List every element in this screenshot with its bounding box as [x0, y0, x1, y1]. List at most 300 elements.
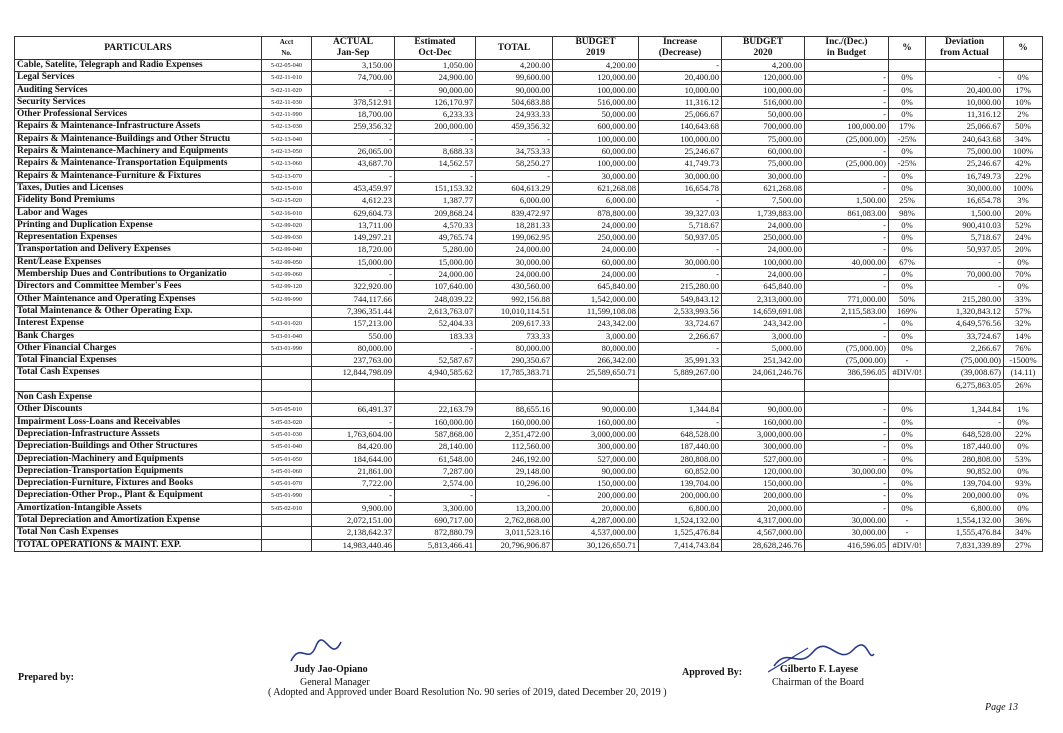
cell-particulars: Interest Expense	[15, 318, 262, 330]
table-row	[15, 146, 1043, 158]
cell-pct: 67%	[889, 256, 926, 268]
cell-inc-dec: 40,000.00	[805, 256, 889, 268]
cell-pct: 0%	[889, 428, 926, 440]
cell-budget-2020: 24,000.00	[722, 269, 805, 281]
cell-increase: 215,280.00	[639, 281, 722, 293]
cell-budget-2020: 120,000.00	[722, 465, 805, 477]
approver-name: Gilberto F. Layese	[780, 664, 859, 675]
cell-actual: 26,065.00	[312, 146, 395, 158]
cell-increase: 5,889,267.00	[639, 367, 722, 379]
cell-deviation: 280,808.00	[926, 453, 1004, 465]
cell-budget-2020: 30,000.00	[722, 170, 805, 182]
cell-actual: 2,138,642.37	[312, 527, 395, 539]
cell-increase: 50,937.05	[639, 232, 722, 244]
table-row	[15, 478, 1043, 490]
cell-inc-dec	[805, 379, 889, 391]
cell-total: 459,356.32	[476, 121, 553, 133]
table-row	[15, 318, 1043, 330]
cell-deviation	[926, 392, 1004, 404]
cell-deviation: 900,410.03	[926, 219, 1004, 231]
cell-budget-2020: 243,342.00	[722, 318, 805, 330]
cell-inc-dec: 2,115,583.00	[805, 305, 889, 317]
cell-particulars: Repairs & Maintenance-Buildings and Other Structu	[15, 133, 262, 145]
cell-pct2: 100%	[1004, 182, 1043, 194]
cell-particulars: Total Cash Expenses	[15, 367, 262, 379]
table-row	[15, 293, 1043, 305]
cell-budget-2019: 266,342.00	[553, 355, 639, 367]
cell-acct: 5-02-05-040	[262, 60, 312, 72]
cell-total: 992,156.88	[476, 293, 553, 305]
cell-inc-dec: (25,000.00)	[805, 133, 889, 145]
cell-actual: 237,763.00	[312, 355, 395, 367]
table-row	[15, 158, 1043, 170]
cell-budget-2020: 75,000.00	[722, 158, 805, 170]
cell-pct: 0%	[889, 416, 926, 428]
cell-inc-dec: -	[805, 182, 889, 194]
cell-estimated: 248,039.22	[395, 293, 476, 305]
cell-estimated: 126,170.97	[395, 96, 476, 108]
cell-budget-2020: 3,000,000.00	[722, 428, 805, 440]
cell-deviation: 1,500.00	[926, 207, 1004, 219]
cell-budget-2020	[722, 379, 805, 391]
cell-inc-dec: -	[805, 502, 889, 514]
cell-particulars: Amortization-Intangible Assets	[15, 502, 262, 514]
cell-acct: 5-02-16-010	[262, 207, 312, 219]
header-total: TOTAL	[476, 37, 553, 60]
cell-particulars: Legal Services	[15, 72, 262, 84]
cell-actual: 149,297.21	[312, 232, 395, 244]
cell-particulars: Auditing Services	[15, 84, 262, 96]
cell-total: 4,200.00	[476, 60, 553, 72]
cell-deviation: 1,555,476.84	[926, 527, 1004, 539]
cell-increase: 39,327.03	[639, 207, 722, 219]
cell-particulars: Non Cash Expense	[15, 392, 262, 404]
cell-deviation: 5,718.67	[926, 232, 1004, 244]
cell-increase: -	[639, 244, 722, 256]
cell-actual: 453,459.97	[312, 182, 395, 194]
table-row	[15, 133, 1043, 145]
cell-deviation: 33,724.67	[926, 330, 1004, 342]
cell-particulars: Security Services	[15, 96, 262, 108]
cell-budget-2020: 100,000.00	[722, 84, 805, 96]
cell-increase: 41,749.73	[639, 158, 722, 170]
cell-deviation: 50,937.05	[926, 244, 1004, 256]
cell-increase: -	[639, 269, 722, 281]
cell-budget-2020: 14,659,691.08	[722, 305, 805, 317]
cell-increase: 280,808.00	[639, 453, 722, 465]
cell-increase: 2,266.67	[639, 330, 722, 342]
cell-total: 10,296.00	[476, 478, 553, 490]
cell-increase: 100,000.00	[639, 133, 722, 145]
cell-inc-dec: 416,596.05	[805, 539, 889, 551]
cell-pct: 0%	[889, 478, 926, 490]
cell-budget-2020: 4,200.00	[722, 60, 805, 72]
cell-budget-2020: 300,000.00	[722, 441, 805, 453]
cell-pct2: 50%	[1004, 121, 1043, 133]
cell-budget-2019: 516,000.00	[553, 96, 639, 108]
cell-increase: 5,718.67	[639, 219, 722, 231]
cell-total: 430,560.00	[476, 281, 553, 293]
cell-deviation: 75,000.00	[926, 146, 1004, 158]
cell-budget-2019: 243,342.00	[553, 318, 639, 330]
table-row	[15, 416, 1043, 428]
cell-estimated: 4,570.33	[395, 219, 476, 231]
cell-budget-2019: 6,000.00	[553, 195, 639, 207]
cell-inc-dec: 30,000.00	[805, 465, 889, 477]
cell-particulars: Impairment Loss-Loans and Receivables	[15, 416, 262, 428]
non-cash-expense-rows	[15, 392, 1043, 552]
cell-budget-2019: 50,000.00	[553, 109, 639, 121]
cell-estimated: 7,287.00	[395, 465, 476, 477]
cell-pct: 169%	[889, 305, 926, 317]
cell-actual: 184,644.00	[312, 453, 395, 465]
table-row	[15, 269, 1043, 281]
cell-inc-dec: -	[805, 441, 889, 453]
cell-total: 2,351,472.00	[476, 428, 553, 440]
cell-particulars: Depreciation-Infrastructure Asssets	[15, 428, 262, 440]
table-row	[15, 514, 1043, 526]
cell-increase: 35,991.33	[639, 355, 722, 367]
cell-deviation: (39,008.67)	[926, 367, 1004, 379]
cell-estimated: 24,000.00	[395, 269, 476, 281]
cell-budget-2019: 24,000.00	[553, 269, 639, 281]
header-budget-2020: BUDGET 2020	[722, 37, 805, 60]
cell-estimated: 690,717.00	[395, 514, 476, 526]
cell-pct: 0%	[889, 490, 926, 502]
cell-budget-2020: 621,268.08	[722, 182, 805, 194]
cell-estimated: 2,574.00	[395, 478, 476, 490]
cell-pct2: 0%	[1004, 256, 1043, 268]
cell-budget-2020: 100,000.00	[722, 256, 805, 268]
cell-pct2: 34%	[1004, 133, 1043, 145]
cell-actual: 7,722.00	[312, 478, 395, 490]
cell-acct: 5-02-15-010	[262, 182, 312, 194]
cell-pct2: (14.11)	[1004, 367, 1043, 379]
cell-inc-dec: 386,596.05	[805, 367, 889, 379]
header-row	[15, 37, 1043, 60]
cell-budget-2020: 50,000.00	[722, 109, 805, 121]
cell-inc-dec: -	[805, 219, 889, 231]
cell-acct: 5-05-01-070	[262, 478, 312, 490]
header-pct2: %	[1004, 37, 1043, 60]
cell-particulars: Repairs & Maintenance-Transportation Equipments	[15, 158, 262, 170]
cell-increase	[639, 392, 722, 404]
page-number: Page 13	[985, 702, 1019, 713]
cell-actual: 43,687.70	[312, 158, 395, 170]
cell-acct: 5-02-99-020	[262, 219, 312, 231]
cell-acct: 5-05-01-990	[262, 490, 312, 502]
cell-total: 3,011,523.16	[476, 527, 553, 539]
cell-acct: 5-02-13-070	[262, 170, 312, 182]
cell-inc-dec: -	[805, 72, 889, 84]
cell-increase: 200,000.00	[639, 490, 722, 502]
table-row	[15, 392, 1043, 404]
cell-actual: 157,213.00	[312, 318, 395, 330]
cell-budget-2020: 24,000.00	[722, 219, 805, 231]
cell-budget-2019: 90,000.00	[553, 465, 639, 477]
cell-inc-dec: -	[805, 318, 889, 330]
cell-pct2: 33%	[1004, 293, 1043, 305]
cell-pct2: 100%	[1004, 146, 1043, 158]
cell-deviation: 4,649,576.56	[926, 318, 1004, 330]
cell-actual: -	[312, 133, 395, 145]
cell-acct: 5-05-05-010	[262, 404, 312, 416]
preparer-title: General Manager	[300, 677, 370, 688]
cell-increase	[639, 379, 722, 391]
cell-estimated: 52,587.67	[395, 355, 476, 367]
cell-particulars: Membership Dues and Contributions to Organizatio	[15, 269, 262, 281]
cell-inc-dec: -	[805, 330, 889, 342]
cell-inc-dec: (25,000.00)	[805, 158, 889, 170]
cell-budget-2020: 150,000.00	[722, 478, 805, 490]
cell-budget-2019: 30,126,650.71	[553, 539, 639, 551]
table-row	[15, 109, 1043, 121]
cell-deviation: 648,528.00	[926, 428, 1004, 440]
cell-inc-dec: -	[805, 244, 889, 256]
cell-estimated: 52,404.33	[395, 318, 476, 330]
cell-actual: 18,720.00	[312, 244, 395, 256]
cell-particulars: Total Depreciation and Amortization Expense	[15, 514, 262, 526]
cell-pct: 0%	[889, 342, 926, 354]
cell-acct	[262, 514, 312, 526]
cell-estimated: 107,640.00	[395, 281, 476, 293]
cell-actual: 15,000.00	[312, 256, 395, 268]
cell-inc-dec: -	[805, 428, 889, 440]
cell-increase: 25,066.67	[639, 109, 722, 121]
table-row	[15, 453, 1043, 465]
cell-pct2: 3%	[1004, 195, 1043, 207]
cell-deviation: 6,275,863.05	[926, 379, 1004, 391]
cell-inc-dec: -	[805, 84, 889, 96]
cell-acct: 5-02-13-050	[262, 146, 312, 158]
cell-estimated: 200,000.00	[395, 121, 476, 133]
cell-estimated: 24,900.00	[395, 72, 476, 84]
cell-budget-2020: 24,000.00	[722, 244, 805, 256]
cell-estimated: 151,153.32	[395, 182, 476, 194]
cell-total: 99,600.00	[476, 72, 553, 84]
cell-budget-2020: 1,739,883.00	[722, 207, 805, 219]
cell-total: 604,613.29	[476, 182, 553, 194]
cell-budget-2019: 4,287,000.00	[553, 514, 639, 526]
cell-estimated: 1,387.77	[395, 195, 476, 207]
cell-deviation: 1,344.84	[926, 404, 1004, 416]
cell-increase: 648,528.00	[639, 428, 722, 440]
cell-deviation: 30,000.00	[926, 182, 1004, 194]
table-row	[15, 195, 1043, 207]
cell-pct2: 70%	[1004, 269, 1043, 281]
cell-increase: 139,704.00	[639, 478, 722, 490]
cell-pct2: 53%	[1004, 453, 1043, 465]
cell-deviation: 240,643.68	[926, 133, 1004, 145]
cell-acct: 5-02-13-030	[262, 121, 312, 133]
cell-budget-2019: 20,000.00	[553, 502, 639, 514]
cell-acct: 5-03-01-020	[262, 318, 312, 330]
cell-total: 6,000.00	[476, 195, 553, 207]
cell-deviation: -	[926, 281, 1004, 293]
cell-increase: 30,000.00	[639, 256, 722, 268]
cell-budget-2020: 120,000.00	[722, 72, 805, 84]
cell-actual: 12,844,798.09	[312, 367, 395, 379]
cell-pct2: 22%	[1004, 428, 1043, 440]
cell-total: 112,560.00	[476, 441, 553, 453]
cell-particulars: Other Maintenance and Operating Expenses	[15, 293, 262, 305]
cell-budget-2019: 150,000.00	[553, 478, 639, 490]
cell-total: 24,000.00	[476, 269, 553, 281]
cell-actual: 80,000.00	[312, 342, 395, 354]
header-estimated: Estimated Oct-Dec	[395, 37, 476, 60]
cell-increase: 7,414,743.84	[639, 539, 722, 551]
cell-actual: 7,396,351.44	[312, 305, 395, 317]
cell-acct	[262, 527, 312, 539]
cell-budget-2019: 60,000.00	[553, 256, 639, 268]
preparer-name: Judy Jao-Opiano	[294, 664, 368, 675]
cell-particulars: Depreciation-Machinery and Equipments	[15, 453, 262, 465]
table-row-extra	[15, 379, 1043, 391]
cell-estimated: 61,548.00	[395, 453, 476, 465]
cell-particulars: Depreciation-Transportation Equipments	[15, 465, 262, 477]
cell-acct: 5-02-99-990	[262, 293, 312, 305]
cell-budget-2020: 20,000.00	[722, 502, 805, 514]
cell-particulars: Other Professional Services	[15, 109, 262, 121]
table-row	[15, 281, 1043, 293]
cell-actual: 13,711.00	[312, 219, 395, 231]
cell-acct: 5-02-13-040	[262, 133, 312, 145]
cell-increase: 2,533,993.56	[639, 305, 722, 317]
cell-total: 34,753.33	[476, 146, 553, 158]
cell-pct: 0%	[889, 404, 926, 416]
cell-pct2: 36%	[1004, 514, 1043, 526]
table-row	[15, 490, 1043, 502]
cell-acct: 5-03-01-990	[262, 342, 312, 354]
cell-actual: 4,612.23	[312, 195, 395, 207]
table-row	[15, 72, 1043, 84]
cell-acct: 5-03-01-040	[262, 330, 312, 342]
prepared-by-label: Prepared by:	[18, 672, 75, 683]
cell-deviation: 215,280.00	[926, 293, 1004, 305]
table-row	[15, 330, 1043, 342]
cell-inc-dec: -	[805, 478, 889, 490]
cell-acct: 5-02-99-030	[262, 232, 312, 244]
cell-total: 2,762,868.00	[476, 514, 553, 526]
cell-actual: 84,420.00	[312, 441, 395, 453]
table-row	[15, 539, 1043, 551]
cell-budget-2019: 621,268.08	[553, 182, 639, 194]
cell-budget-2020: 251,342.00	[722, 355, 805, 367]
cell-budget-2019: 3,000,000.00	[553, 428, 639, 440]
cell-estimated: -	[395, 490, 476, 502]
cell-inc-dec: -	[805, 146, 889, 158]
cell-actual: 9,900.00	[312, 502, 395, 514]
cell-particulars: Depreciation-Furniture, Fixtures and Books	[15, 478, 262, 490]
cell-acct: 5-05-01-050	[262, 453, 312, 465]
cell-estimated	[395, 392, 476, 404]
cell-acct: 5-02-99-060	[262, 269, 312, 281]
cell-inc-dec: 771,000.00	[805, 293, 889, 305]
cell-budget-2019: 527,000.00	[553, 453, 639, 465]
cell-total: 246,192.00	[476, 453, 553, 465]
cell-pct2: 14%	[1004, 330, 1043, 342]
cell-pct: 0%	[889, 146, 926, 158]
cell-pct2: -1500%	[1004, 355, 1043, 367]
header-pct: %	[889, 37, 926, 60]
cell-estimated: 5,813,466.41	[395, 539, 476, 551]
table-row	[15, 182, 1043, 194]
cell-pct2: 1%	[1004, 404, 1043, 416]
cell-acct: 5-02-11-020	[262, 84, 312, 96]
cell-acct	[262, 379, 312, 391]
cell-deviation: 25,066.67	[926, 121, 1004, 133]
cell-budget-2019: 300,000.00	[553, 441, 639, 453]
cell-budget-2020: 90,000.00	[722, 404, 805, 416]
cell-budget-2019: 200,000.00	[553, 490, 639, 502]
cell-particulars: Fidelity Bond Premiums	[15, 195, 262, 207]
cell-increase: 10,000.00	[639, 84, 722, 96]
table-row	[15, 219, 1043, 231]
cell-actual: 18,700.00	[312, 109, 395, 121]
cell-particulars: Repairs & Maintenance-Infrastructure Assets	[15, 121, 262, 133]
cell-increase: 6,800.00	[639, 502, 722, 514]
cell-budget-2020	[722, 392, 805, 404]
cell-total: 209,617.33	[476, 318, 553, 330]
cell-particulars: Representation Expenses	[15, 232, 262, 244]
cell-actual	[312, 379, 395, 391]
cell-particulars: Cable, Satelite, Telegraph and Radio Expenses	[15, 60, 262, 72]
cell-actual: 14,983,440.46	[312, 539, 395, 551]
cell-budget-2019: 60,000.00	[553, 146, 639, 158]
cell-increase: 11,316.12	[639, 96, 722, 108]
cell-total: -	[476, 133, 553, 145]
approved-by-label: Approved By:	[682, 667, 743, 678]
cell-particulars: Transportation and Delivery Expenses	[15, 244, 262, 256]
cell-pct: 0%	[889, 84, 926, 96]
cell-actual: 744,117.66	[312, 293, 395, 305]
cell-pct2: 0%	[1004, 465, 1043, 477]
cell-pct2: 26%	[1004, 379, 1043, 391]
cell-budget-2019: 80,000.00	[553, 342, 639, 354]
cell-estimated: 49,765.74	[395, 232, 476, 244]
cell-actual	[312, 392, 395, 404]
cell-increase: -	[639, 60, 722, 72]
cell-budget-2019: 11,599,108.08	[553, 305, 639, 317]
cell-budget-2020: 160,000.00	[722, 416, 805, 428]
cell-estimated: 1,050.00	[395, 60, 476, 72]
header-increase: Increase (Decrease)	[639, 37, 722, 60]
cell-actual: -	[312, 269, 395, 281]
table-row	[15, 256, 1043, 268]
cell-increase: -	[639, 416, 722, 428]
cell-increase: 1,525,476.84	[639, 527, 722, 539]
cell-inc-dec: -	[805, 232, 889, 244]
cell-deviation: 200,000.00	[926, 490, 1004, 502]
cell-inc-dec: (75,000.00)	[805, 342, 889, 354]
cell-particulars: Printing and Duplication Expense	[15, 219, 262, 231]
cell-increase: 1,344.84	[639, 404, 722, 416]
cell-pct: 0%	[889, 232, 926, 244]
table-row	[15, 60, 1043, 72]
cell-budget-2019: 24,000.00	[553, 244, 639, 256]
cell-budget-2019: 1,542,000.00	[553, 293, 639, 305]
cell-pct2	[1004, 60, 1043, 72]
cell-pct2: 93%	[1004, 478, 1043, 490]
cell-increase: -	[639, 195, 722, 207]
cell-increase: 549,843.12	[639, 293, 722, 305]
cell-pct2: 20%	[1004, 207, 1043, 219]
cell-increase: 140,643.68	[639, 121, 722, 133]
cell-actual: 74,700.00	[312, 72, 395, 84]
cell-total: 90,000.00	[476, 84, 553, 96]
cell-particulars: Other Financial Charges	[15, 342, 262, 354]
cell-total: 24,000.00	[476, 244, 553, 256]
